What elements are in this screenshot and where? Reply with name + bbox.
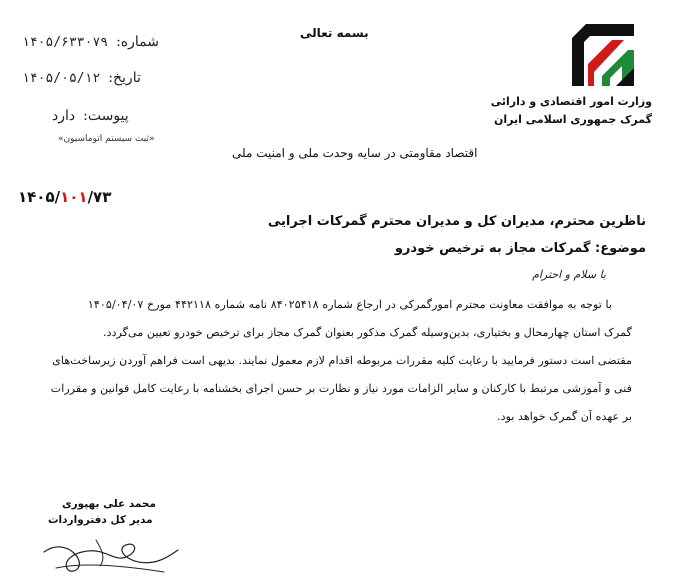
circular-reference-number xyxy=(18,188,111,206)
letter-date-label: تاریخ: xyxy=(108,70,141,86)
handwritten-signature-icon xyxy=(36,522,186,578)
ref-part-red: ۱۰۱ xyxy=(60,188,88,206)
addressee-line: ناظرین محترم، مدیران کل و مدیران محترم گمرکات اجرایی xyxy=(267,214,646,229)
attachment-row xyxy=(52,108,129,124)
attachment-label: پیوست: xyxy=(83,108,129,124)
automation-note: «ثبت سیستم اتوماسیون» xyxy=(58,134,155,144)
body-line-4: فنی و آموزشی مرتبط با کارکنان و سایر الزامات مورد نیاز و نظارت بر حسن اجرای بخشنامه با رعایت کامل قوانین و مقررات xyxy=(50,382,632,395)
ministry-name: وزارت امور اقتصادی و دارائی xyxy=(490,95,652,108)
subject-line: موضوع: گمرکات مجاز به ترخیص خودرو xyxy=(394,241,646,256)
letter-number-value: ۱۴۰۵/۶۳۳۰۷۹ xyxy=(22,35,109,50)
letter-date-row xyxy=(22,70,141,86)
ref-part-tail: /۷۳ xyxy=(87,188,112,206)
greeting-text: با سلام و احترام xyxy=(532,268,606,281)
body-line-2: گمرک استان چهارمحال و بختیاری، بدین‌وسیله گمرک مذکور بعنوان گمرک مجاز برای ترخیص خودرو تعیین می‌گردد. xyxy=(103,326,632,339)
invocation-heading: بسمه تعالی xyxy=(300,26,369,40)
body-line-1: با توجه به موافقت معاونت محترم امورگمرکی در ارجاع شماره ۸۴۰۲۵۴۱۸ نامه شماره ۴۴۲۱۱۸ مورخ ۱۴۰۵/۰۴/۰۷ xyxy=(87,298,612,311)
letter-number-label: شماره: xyxy=(116,34,159,50)
slogan-text: اقتصاد مقاومتی در سایه وحدت ملی و امنیت ملی xyxy=(232,146,478,160)
signer-name: محمد علی بهپوری xyxy=(62,498,156,510)
customs-logo-icon xyxy=(568,20,638,90)
signer-title: مدیر کل دفترواردات xyxy=(48,514,153,526)
ref-part-year: ۱۴۰۵/ xyxy=(18,188,61,206)
body-line-5: بر عهده آن گمرک خواهد بود. xyxy=(497,410,632,423)
body-line-3: مقتضی است دستور فرمایید با رعایت کلیه مقررات مربوطه اقدام لازم معمول نمایند. بدیهی است فراهم آوردن زیرساخت‌های xyxy=(52,354,632,367)
attachment-value: دارد xyxy=(52,108,76,124)
letter-number-row xyxy=(22,34,159,50)
letter-date-value: ۱۴۰۵/۰۵/۱۲ xyxy=(22,71,101,86)
customs-name: گمرک جمهوری اسلامی ایران xyxy=(493,113,652,126)
